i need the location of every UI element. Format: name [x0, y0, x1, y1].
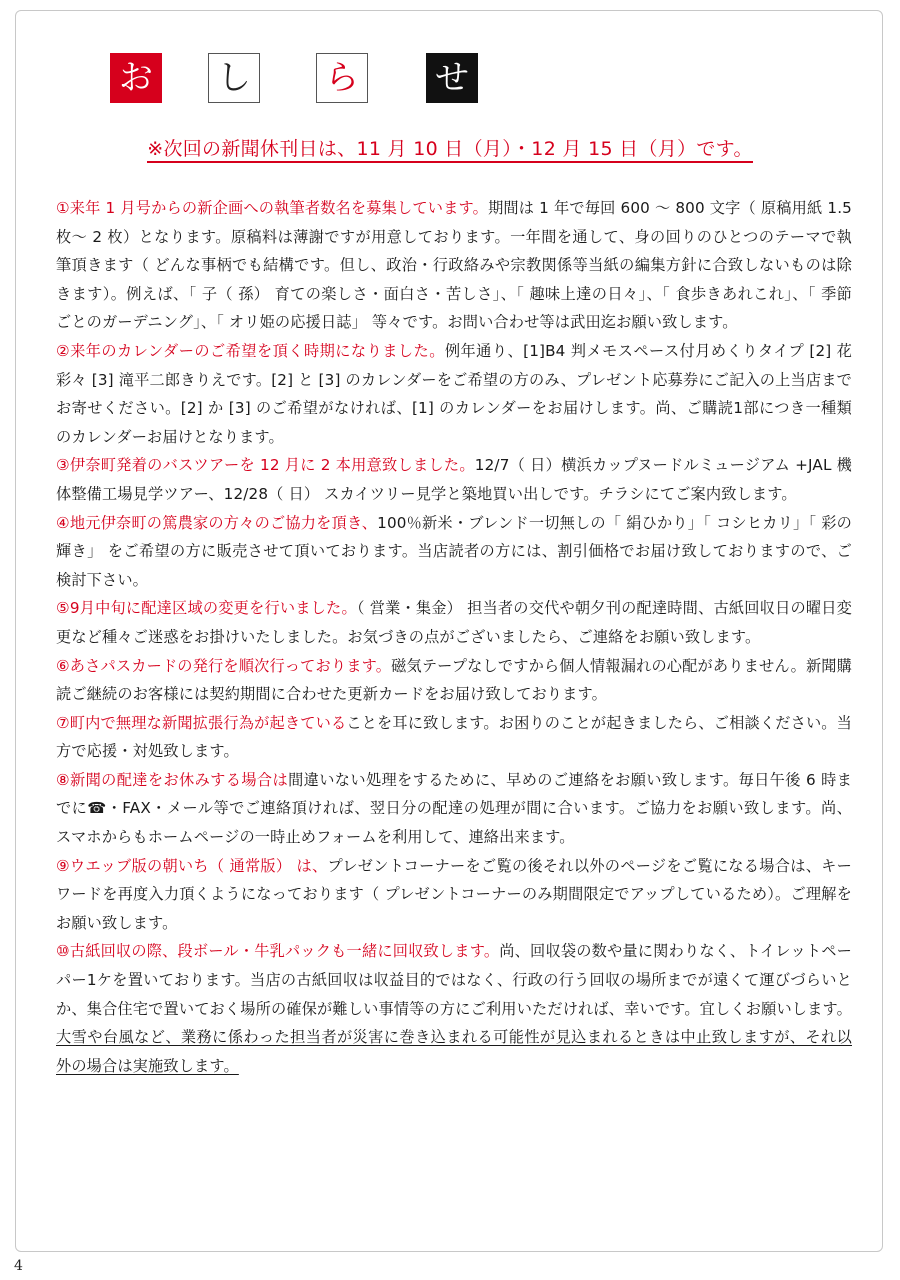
- item-heading: ②来年のカレンダーのご希望を頂く時期になりました。: [56, 341, 445, 360]
- holiday-notice: [0, 134, 900, 161]
- item-body: （ 営業・集金） 担当者の交代や朝夕刊の配達時間、古紙回収日の曜日変更など種々ご迷惑をお掛けいたしました。お気づきの点がございましたら、ご連絡をお願い致します。: [56, 599, 852, 646]
- item-body: 磁気テープなしですから個人情報漏れの心配がありません。新聞購読ご継続のお客様には契約期間に合わせた更新カードをお届け致しております。: [56, 656, 852, 704]
- page-number: 4: [14, 1258, 23, 1274]
- holiday-notice-text: ※次回の新聞休刊日は、11 月 10 日（月）・12 月 15 日（月）です。: [147, 138, 753, 163]
- item-body: 12/7（ 日）横浜カップヌードルミュージアム +JAL 機体整備工場見学ツアー、12/28（ 日） スカイツリー見学と築地買い出しです。チラシにてご案内致します。: [56, 456, 852, 503]
- notice-item-10: [56, 937, 852, 1080]
- item-body: 100％新米・ブレンド一切無しの「 絹ひかり」「 コシヒカリ」「 彩の輝き」 をご希望の方に販売させて頂いております。当店読者の方には、割引価格でお届け致しておりますので、ご検討下さい。: [56, 513, 852, 589]
- notice-item-9: [56, 852, 852, 938]
- item-heading: ①来年 1 月号からの新企画への執筆者数名を募集しています。: [56, 199, 489, 217]
- item-body: プレゼントコーナーをご覧の後それ以外のページをご覧になる場合は、キーワードを再度入力頂くようになっております（ プレゼントコーナーのみ期間限定でアップしているため）。ご理解をお願い致します。: [56, 856, 852, 932]
- notice-item-1: [56, 194, 852, 337]
- notice-item-4: [56, 509, 852, 595]
- notice-item-5: [56, 594, 852, 651]
- item-underlined-note: 大雪や台風など、業務に係わった担当者が災害に巻き込まれる可能性が見込まれるときは中止致しますが、それ以外の場合は実施致します。: [56, 1028, 852, 1075]
- item-heading: ⑥あさパスカードの発行を順次行っております。: [56, 656, 392, 675]
- notice-item-8: [56, 766, 852, 852]
- item-heading: ⑨ウエッブ版の朝いち（ 通常版） は、: [56, 856, 328, 875]
- notice-list: [56, 194, 852, 1080]
- title-char-3: ら: [316, 53, 368, 103]
- title-char-2: し: [208, 53, 260, 103]
- notice-item-2: [56, 337, 852, 451]
- title-char-1: お: [110, 53, 162, 103]
- item-heading: ④地元伊奈町の篤農家の方々のご協力を頂き、: [56, 513, 378, 532]
- item-heading: ⑤9月中旬に配達区域の変更を行いました。: [56, 599, 357, 618]
- item-heading: ⑩古紙回収の際、段ボール・牛乳パックも一緒に回収致します。: [56, 942, 500, 961]
- item-heading: ⑦町内で無理な新聞拡張行為が起きている: [56, 713, 347, 732]
- item-body: ことを耳に致します。お困りのことが起きましたら、ご相談ください。当方で応援・対処致します。: [56, 713, 853, 761]
- item-heading: ③伊奈町発着のバスツアーを 12 月に 2 本用意致しました。: [56, 456, 475, 475]
- item-body: 尚、回収袋の数や量に関わりなく、トイレットペーパー1ケを置いております。当店の古紙回収は収益目的ではなく、行政の行う回収の場所までが遠くて運びづらいとか、集合住宅で置いておく場所の確保が難しい事情等の方にご利用いただければ、幸いです。宜しくお願いします。: [56, 942, 852, 1018]
- notice-item-3: [56, 451, 852, 508]
- item-heading: ⑧新聞の配達をお休みする場合は: [56, 770, 289, 789]
- notice-item-7: [56, 709, 852, 766]
- notice-item-6: [56, 652, 852, 709]
- title-char-4: せ: [426, 53, 478, 103]
- item-body: 間違いない処理をするために、早めのご連絡をお願い致します。毎日午後 6 時までに☎・FAX・メール等でご連絡頂ければ、翌日分の配達の処理が間に合います。ご協力をお願い致します。尚、スマホからもホームページの一時止めフォームを利用して、連絡出来ます。: [56, 770, 852, 847]
- item-body: 例年通り、[1]B4 判メモスペース付月めくりタイプ [2] 花彩々 [3] 滝平二郎きりえです。[2] と [3] のカレンダーをご希望の方のみ、プレゼント応募券にご記入の上当店までお寄せください。[2] か [3] のご希望がなければ、[1] のカレンダーをお届けします。尚、ご購読1部につき一種類のカレンダーお届けとなります。: [56, 341, 852, 446]
- item-body: 期間は 1 年で毎回 600 ～ 800 文字（ 原稿用紙 1.5 枚～ 2 枚）となります。原稿料は薄謝ですが用意しております。一年間を通して、身の回りのひとつのテーマで執筆頂きます（ どんな事柄でも結構です。但し、政治・行政絡みや宗教関係等当紙の編集方針に合致しないものは除きます）。例えば、「 子（ 孫） 育ての楽しさ・面白さ・苦しさ」、「 趣味上達の日々」、「 食歩きあれこれ」、「 季節ごとのガーデニング」、「 オリ姫の応援日誌」 等々です。お問い合わせ等は武田迄お願い致します。: [56, 199, 852, 332]
